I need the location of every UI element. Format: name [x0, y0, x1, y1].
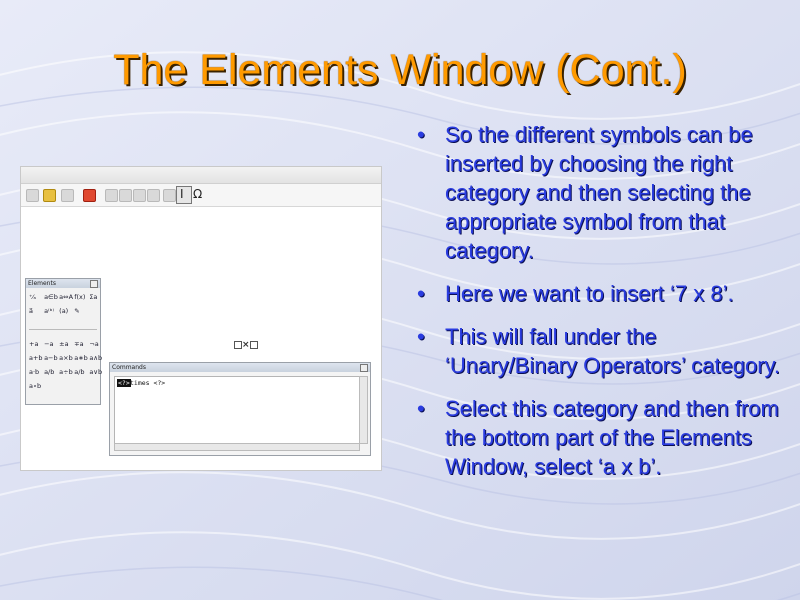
- zoom-icon: [147, 189, 160, 202]
- bullet-item: • This will fall under the ‘Unary/Binary Operators’ category.: [417, 324, 781, 378]
- elements-operators: +a −a ±a ∓a ¬a a+b a−b a×b a∗b a∧b a·b a/b a÷b a/b a∨b a∘b: [29, 340, 103, 390]
- redo-icon: [61, 189, 74, 202]
- close-icon: [90, 280, 98, 288]
- bullet-list: [415, 120, 785, 495]
- slide-title: The Elements Window (Cont.): [113, 46, 687, 94]
- elements-categories: ⁺⁄ₐ a∈b a⇔A f(x) Σa a⃗ a⁽ᵇ⁾ (a) ✎: [29, 293, 98, 315]
- toolbar: [21, 184, 381, 207]
- placeholder-box-right: [250, 341, 258, 349]
- new-doc-icon: [26, 189, 39, 202]
- formula-preview: ×: [234, 340, 258, 350]
- window-topbar: [21, 167, 381, 184]
- cut-icon: [83, 189, 96, 202]
- command-text: times <?>: [130, 379, 166, 387]
- close-icon: [360, 364, 368, 372]
- elements-divider: [29, 329, 97, 330]
- selection-tool-button: [176, 186, 192, 204]
- elements-panel-title: Elements: [26, 279, 100, 288]
- commands-panel-title: Commands: [110, 363, 370, 372]
- horizontal-scrollbar: [114, 443, 360, 451]
- selected-placeholder: <?>: [118, 379, 130, 387]
- cursor-icon: I: [180, 187, 184, 201]
- placeholder-box-left: [234, 341, 242, 349]
- bullet-item: • So the different symbols can be inserted by choosing the right category and then selecting the appropriate symbol from that category.: [417, 122, 753, 263]
- bullet-item: • Here we want to insert ‘7 x 8’.: [417, 281, 734, 306]
- omega-icon: Ω: [193, 187, 203, 201]
- undo-icon: [43, 189, 56, 202]
- elements-panel: [25, 278, 101, 405]
- zoom-page-icon: [133, 189, 146, 202]
- commands-panel: [109, 362, 371, 456]
- math-editor-screenshot: [20, 166, 382, 471]
- bullet-item: • Select this category and then from the bottom part of the Elements Window, select ‘a x b’.: [417, 396, 779, 479]
- commands-editor: [114, 376, 360, 444]
- vertical-scrollbar: [359, 376, 368, 444]
- refresh-icon: [163, 189, 176, 202]
- zoom-out-icon: [119, 189, 132, 202]
- zoom-in-icon: [105, 189, 118, 202]
